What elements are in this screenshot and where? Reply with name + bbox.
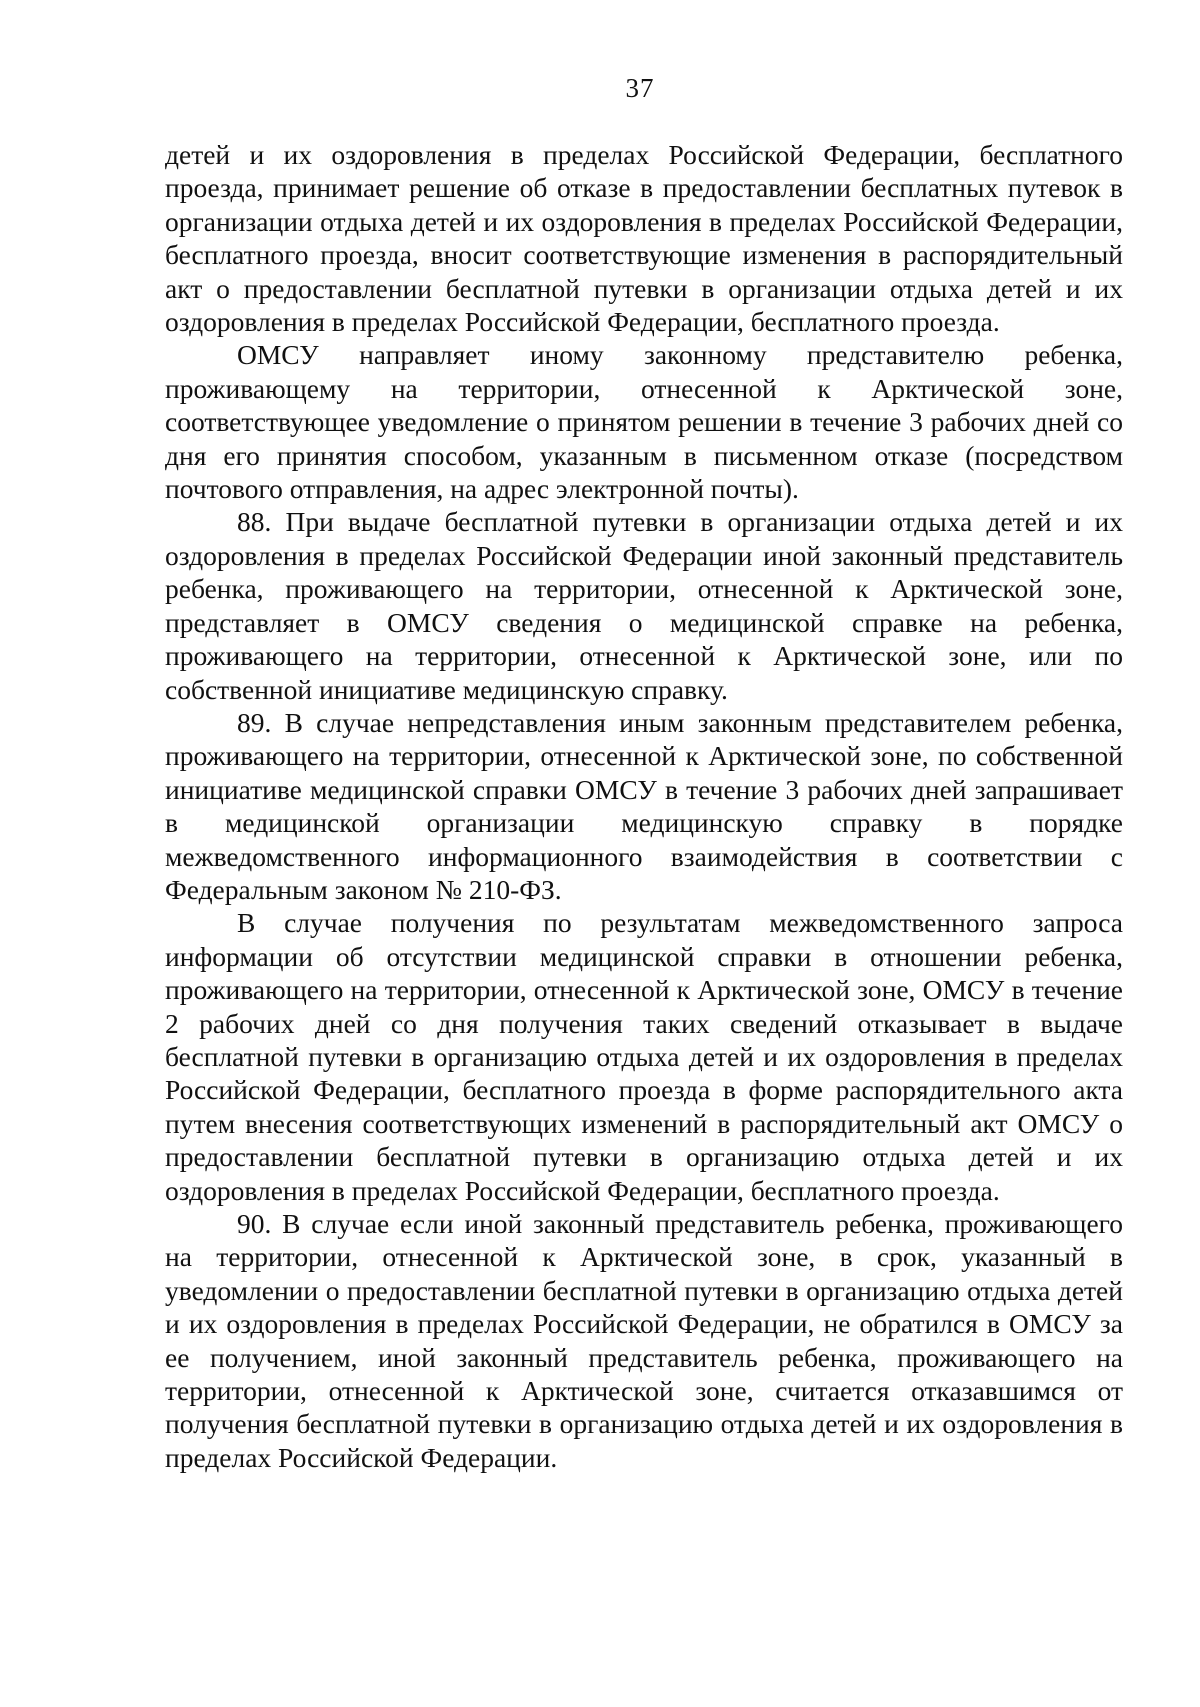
document-body <box>165 138 1123 1474</box>
paragraph-item-89: 89. В случае непредставления иным законным представителем ребенка, проживающего на территории, отнесенной к Арктической зоне, по собственной инициативе медицинской справки ОМСУ в течение 3 рабочих дней запрашивает в медицинской организации медицинскую справку в порядке межведомственного информационного взаимодействия в соответствии с Федеральным законом № 210-ФЗ. <box>165 706 1123 905</box>
page-number: 37 <box>625 73 655 103</box>
paragraph-item-88: 88. При выдаче бесплатной путевки в организации отдыха детей и их оздоровления в пределах Российской Федерации иной законный представитель ребенка, проживающего на территории, отнесенной к Арктической зоне, представляет в ОМСУ сведения о медицинской справке на ребенка, проживающего на территории, отнесенной к Арктической зоне, или по собственной инициативе медицинскую справку. <box>165 506 1123 705</box>
paragraph-interagency-request: В случае получения по результатам межведомственного запроса информации об отсутствии медицинской справки в отношении ребенка, проживающего на территории, отнесенной к Арктической зоне, ОМСУ в течение 2 рабочих дней со дня получения таких сведений отказывает в выдаче бесплатной путевки в организацию отдыха детей и их оздоровления в пределах Российской Федерации, бесплатного проезда в форме распорядительного акта путем внесения соответствующих изменений в распорядительный акт ОМСУ о предоставлении бесплатной путевки в организацию отдыха детей и их оздоровления в пределах Российской Федерации, бесплатного проезда. <box>165 907 1123 1206</box>
paragraph-item-90: 90. В случае если иной законный представитель ребенка, проживающего на территории, отнесенной к Арктической зоне, в срок, указанный в уведомлении о предоставлении бесплатной путевки в организацию отдыха детей и их оздоровления в пределах Российской Федерации, не обратился в ОМСУ за ее получением, иной законный представитель ребенка, проживающего на территории, отнесенной к Арктической зоне, считается отказавшимся от получения бесплатной путевки в организацию отдыха детей и их оздоровления в пределах Российской Федерации. <box>165 1208 1123 1473</box>
paragraph-omsu-notification: ОМСУ направляет иному законному представителю ребенка, проживающему на территории, отнесенной к Арктической зоне, соответствующее уведомление о принятом решении в течение 3 рабочих дней со дня его принятия способом, указанным в письменном отказе (посредством почтового отправления, на адрес электронной почты). <box>165 339 1123 505</box>
paragraph-continued-from-previous-page: детей и их оздоровления в пределах Российской Федерации, бесплатного проезда, принимает решение об отказе в предоставлении бесплатных путевок в организации отдыха детей и их оздоровления в пределах Российской Федерации, бесплатного проезда, вносит соответствующие изменения в распорядительный акт о предоставлении бесплатной путевки в организации отдыха детей и их оздоровления в пределах Российской Федерации, бесплатного проезда. <box>165 139 1123 338</box>
